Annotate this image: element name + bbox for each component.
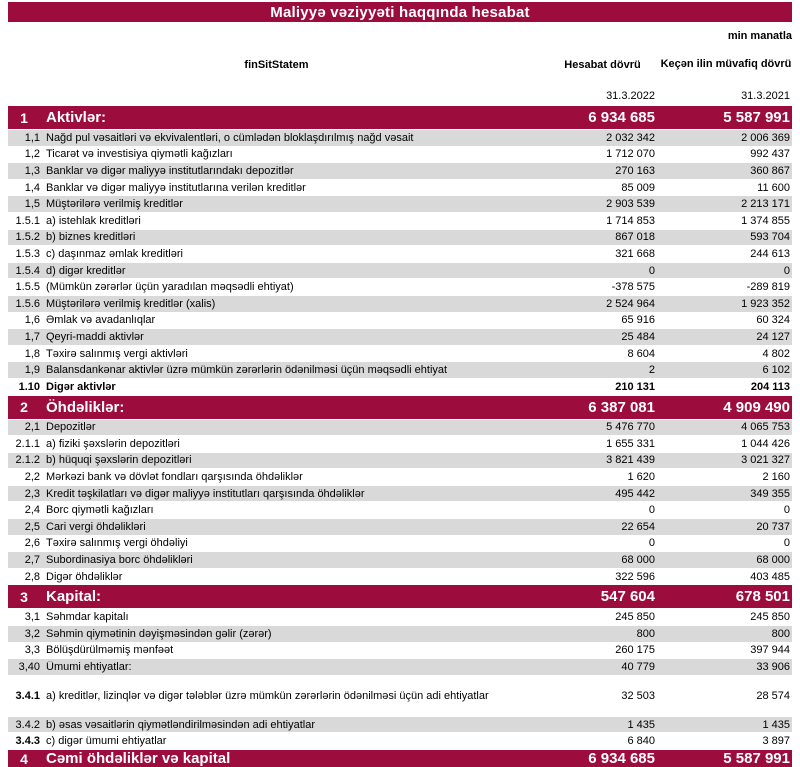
row-label: Nağd pul vəsaitləri və ekvivalentləri, o cümlədən bloklaşdırılmış nağd vəsait <box>46 131 414 144</box>
section-value-previous: 5 587 991 <box>723 109 790 126</box>
row-value-current: 32 503 <box>621 689 655 702</box>
current-period-date: 31.3.2022 <box>606 90 655 102</box>
table-row <box>8 453 792 470</box>
row-value-previous: 244 613 <box>750 247 790 260</box>
row-value-current: 1 620 <box>627 471 655 484</box>
table-row <box>8 519 792 536</box>
row-value-current: 321 668 <box>615 247 655 260</box>
row-label: Balansdankənar aktivlər üzrə mümkün zərərlərin ödənilməsi üçün məqsədli ehtiyat <box>46 364 448 377</box>
section-value-current: 547 604 <box>600 588 655 606</box>
current-period-column-header: Hesabat dövrü <box>564 59 641 71</box>
row-number: 3,3 <box>24 644 40 657</box>
row-label: b) əsas vəsaitlərin qiymətləndirilməsindən adi ehtiyatlar <box>46 718 316 731</box>
row-value-current: 85 009 <box>621 181 655 194</box>
table-row <box>8 569 792 586</box>
row-gap <box>8 710 792 717</box>
row-value-previous: 4 065 753 <box>741 421 790 434</box>
row-label: b) hüquqi şəxslərin depozitləri <box>46 454 192 467</box>
row-value-previous: 60 324 <box>756 314 790 327</box>
row-value-current: 8 604 <box>627 347 655 360</box>
row-label: Təxirə salınmış vergi aktivləri <box>46 347 188 360</box>
section-number: 1 <box>20 109 28 126</box>
table-row <box>8 130 792 147</box>
row-label: a) kreditlər, lizinqlər və digər tələblər üzrə mümkün zərərlərin ödənilməsi üçün adi ehtiyatlar <box>46 689 489 702</box>
row-value-previous: 0 <box>783 264 790 277</box>
previous-period-date: 31.3.2021 <box>741 90 790 102</box>
form-code-label: finSitStatem <box>244 59 309 71</box>
row-number: 1,9 <box>24 364 40 377</box>
row-value-current: 2 903 539 <box>606 198 655 211</box>
row-value-current: 22 654 <box>621 520 655 533</box>
unit-label: min manatla <box>727 30 792 42</box>
table-row <box>8 313 792 330</box>
row-number: 1,6 <box>24 314 40 327</box>
row-value-previous: 1 435 <box>762 718 790 731</box>
row-label: Depozitlər <box>46 421 96 434</box>
row-label: a) istehlak kreditləri <box>46 214 141 227</box>
row-number: 1.5.4 <box>15 264 40 277</box>
row-value-current: 260 175 <box>615 644 655 657</box>
row-label: Ümumi ehtiyatlar: <box>46 661 132 674</box>
row-value-previous: 245 850 <box>750 611 790 624</box>
row-number: 1,8 <box>24 347 40 360</box>
row-value-previous: 68 000 <box>756 554 790 567</box>
row-value-current: 65 916 <box>621 314 655 327</box>
table-row <box>8 379 792 396</box>
row-label: c) digər ümumi ehtiyatlar <box>46 735 167 748</box>
table-row <box>8 263 792 280</box>
row-number: 2.1.2 <box>15 454 40 467</box>
row-value-previous: 2 213 171 <box>741 198 790 211</box>
row-value-current: 1 655 331 <box>606 437 655 450</box>
section-value-previous: 5 587 991 <box>723 750 790 767</box>
row-number: 1,1 <box>24 131 40 144</box>
row-number: 2,6 <box>24 537 40 550</box>
row-number: 1.5.3 <box>15 247 40 260</box>
table-row <box>8 420 792 437</box>
section-header-row <box>8 750 792 767</box>
row-value-current: 1 714 853 <box>606 214 655 227</box>
row-number: 1.5.1 <box>15 214 40 227</box>
table-row <box>8 362 792 379</box>
row-label: Digər öhdəliklər <box>46 570 123 583</box>
table-row <box>8 733 792 750</box>
row-number: 2.1.1 <box>15 437 40 450</box>
row-label: Müştərilərə verilmiş kreditlər <box>46 198 183 211</box>
table-row <box>8 609 792 626</box>
table-row <box>8 147 792 164</box>
row-value-current: 0 <box>648 504 655 517</box>
row-value-previous: 0 <box>783 537 790 550</box>
row-value-previous: -289 819 <box>746 281 790 294</box>
row-value-current: 495 442 <box>615 487 655 500</box>
row-value-current: 1 712 070 <box>606 148 655 161</box>
row-label: c) daşınmaz əmlak kreditləri <box>46 247 183 260</box>
section-header-row <box>8 396 792 419</box>
row-number: 1,4 <box>24 181 40 194</box>
row-value-previous: 3 897 <box>762 735 790 748</box>
table-row <box>8 196 792 213</box>
row-number: 1.5.2 <box>15 231 40 244</box>
section-title: Kapital: <box>46 588 102 606</box>
row-value-previous: 6 102 <box>762 364 790 377</box>
row-value-previous: 593 704 <box>750 231 790 244</box>
row-label: Banklar və digər maliyyə institutlarındakı depozitlər <box>46 164 294 177</box>
row-value-previous: 0 <box>783 504 790 517</box>
row-value-current: 0 <box>648 537 655 550</box>
row-label: Qeyri-maddi aktivlər <box>46 330 144 343</box>
row-number: 2,4 <box>24 504 40 517</box>
row-label: Subordinasiya borc öhdəlikləri <box>46 554 193 567</box>
row-label: b) biznes kreditləri <box>46 231 136 244</box>
row-value-previous: 403 485 <box>750 570 790 583</box>
row-value-previous: 992 437 <box>750 148 790 161</box>
row-value-previous: 11 600 <box>757 181 790 194</box>
row-label: Əmlak və avadanlıqlar <box>46 314 156 327</box>
row-number: 1,3 <box>24 164 40 177</box>
row-value-previous: 2 160 <box>762 471 790 484</box>
table-row <box>8 717 792 734</box>
row-number: 1,5 <box>24 198 40 211</box>
row-number: 2,2 <box>24 471 40 484</box>
table-row <box>8 279 792 296</box>
row-number: 3,2 <box>24 627 40 640</box>
row-value-previous: 349 355 <box>750 487 790 500</box>
table-row <box>8 329 792 346</box>
row-value-previous: 800 <box>771 627 790 640</box>
row-number: 2,1 <box>24 421 40 434</box>
row-value-previous: 1 044 426 <box>741 437 790 450</box>
table-row <box>8 230 792 247</box>
section-number: 2 <box>20 399 28 415</box>
section-value-current: 6 387 081 <box>588 398 655 416</box>
row-label: Mərkəzi bank və dövlət fondları qarşısında öhdəliklər <box>46 471 303 484</box>
row-value-previous: 204 113 <box>750 380 790 393</box>
column-header-row <box>8 44 792 86</box>
row-number: 3.4.3 <box>15 735 40 748</box>
row-label: Kredit təşkilatları və digər maliyyə institutları qarşısında öhdəliklər <box>46 487 365 500</box>
section-number: 4 <box>20 750 28 767</box>
row-number: 3.4.2 <box>15 718 40 731</box>
row-number: 1,7 <box>24 330 40 343</box>
row-value-previous: 3 021 327 <box>741 454 790 467</box>
table-row <box>8 552 792 569</box>
table-row <box>8 683 792 710</box>
row-label: Ticarət və investisiya qiymətli kağızları <box>46 148 233 161</box>
row-value-previous: 1 923 352 <box>741 297 790 310</box>
table-row <box>8 626 792 643</box>
row-value-current: 245 850 <box>615 611 655 624</box>
row-number: 3,1 <box>24 611 40 624</box>
row-number: 1.10 <box>18 380 40 393</box>
row-number: 1.5.5 <box>15 281 40 294</box>
row-value-current: 68 000 <box>621 554 655 567</box>
table-row <box>8 486 792 503</box>
row-gap <box>8 676 792 683</box>
section-header-row <box>8 585 792 608</box>
row-value-current: 210 131 <box>615 380 655 393</box>
row-number: 3.4.1 <box>15 689 40 702</box>
row-value-previous: 397 944 <box>750 644 790 657</box>
table-row <box>8 469 792 486</box>
section-value-current: 6 934 685 <box>588 750 655 767</box>
row-label: Digər aktivlər <box>46 380 116 393</box>
row-value-previous: 20 737 <box>756 520 790 533</box>
previous-period-column-header: Keçən ilin müvafiq dövrü <box>660 58 792 71</box>
row-value-current: 867 018 <box>615 231 655 244</box>
row-label: Cari vergi öhdəlikləri <box>46 520 146 533</box>
row-number: 3,40 <box>18 661 40 674</box>
row-number: 2,8 <box>24 570 40 583</box>
row-value-current: 6 840 <box>627 735 655 748</box>
row-value-previous: 360 867 <box>750 164 790 177</box>
section-header-row <box>8 106 792 129</box>
row-number: 2,5 <box>24 520 40 533</box>
row-label: Müştərilərə verilmiş kreditlər (xalis) <box>46 297 216 310</box>
row-label: a) fiziki şəxslərin depozitləri <box>46 437 180 450</box>
table-row <box>8 296 792 313</box>
section-value-current: 6 934 685 <box>588 109 655 126</box>
row-label: Təxirə salınmış vergi öhdəliyi <box>46 537 188 550</box>
row-label: Bölüşdürülməmiş mənfəət <box>46 644 174 657</box>
row-label: Borc qiymətli kağızları <box>46 504 154 517</box>
row-value-current: 0 <box>648 264 655 277</box>
table-row <box>8 246 792 263</box>
row-value-current: 40 779 <box>621 661 655 674</box>
section-value-previous: 4 909 490 <box>723 398 790 416</box>
row-value-current: 1 435 <box>627 718 655 731</box>
row-label: Banklar və digər maliyyə institutlarına verilən kreditlər <box>46 181 306 194</box>
row-value-previous: 28 574 <box>756 689 790 702</box>
row-label: d) digər kreditlər <box>46 264 126 277</box>
row-value-current: 322 596 <box>615 570 655 583</box>
row-value-current: 2 032 342 <box>606 131 655 144</box>
row-value-current: 5 476 770 <box>606 421 655 434</box>
row-value-current: 270 163 <box>615 164 655 177</box>
table-row <box>8 163 792 180</box>
row-value-current: 800 <box>636 627 655 640</box>
table-row <box>8 436 792 453</box>
row-label: Səhmdar kapitalı <box>46 611 129 624</box>
row-value-previous: 24 127 <box>756 330 790 343</box>
row-value-current: 3 821 439 <box>606 454 655 467</box>
row-number: 2,3 <box>24 487 40 500</box>
row-number: 1.5.6 <box>15 297 40 310</box>
section-title: Cəmi öhdəliklər və kapital <box>46 750 231 767</box>
table-row <box>8 346 792 363</box>
row-number: 1,2 <box>24 148 40 161</box>
row-number: 2,7 <box>24 554 40 567</box>
row-label: Səhmin qiymətinin dəyişməsindən gəlir (zərər) <box>46 627 272 640</box>
table-row <box>8 536 792 553</box>
dates-row <box>8 86 792 106</box>
row-label: (Mümkün zərərlər üçün yaradılan məqsədli ehtiyat) <box>46 281 294 294</box>
row-value-previous: 4 802 <box>762 347 790 360</box>
row-value-previous: 1 374 855 <box>741 214 790 227</box>
table-row <box>8 180 792 197</box>
row-value-current: 2 524 964 <box>606 297 655 310</box>
section-title: Aktivlər: <box>46 109 107 126</box>
statement-table-body <box>8 106 792 767</box>
row-value-current: 2 <box>648 364 655 377</box>
row-value-previous: 33 906 <box>756 661 790 674</box>
unit-row <box>8 28 792 44</box>
report-title: Maliyyə vəziyyəti haqqında hesabat <box>270 3 530 21</box>
report-title-bar <box>8 2 792 22</box>
section-number: 3 <box>20 588 28 605</box>
table-row <box>8 659 792 676</box>
section-title: Öhdəliklər: <box>46 398 125 416</box>
table-row <box>8 643 792 660</box>
table-row <box>8 213 792 230</box>
section-value-previous: 678 501 <box>735 588 790 606</box>
row-value-previous: 2 006 369 <box>741 131 790 144</box>
row-value-current: 25 484 <box>621 330 655 343</box>
row-value-current: -378 575 <box>611 281 655 294</box>
table-row <box>8 502 792 519</box>
